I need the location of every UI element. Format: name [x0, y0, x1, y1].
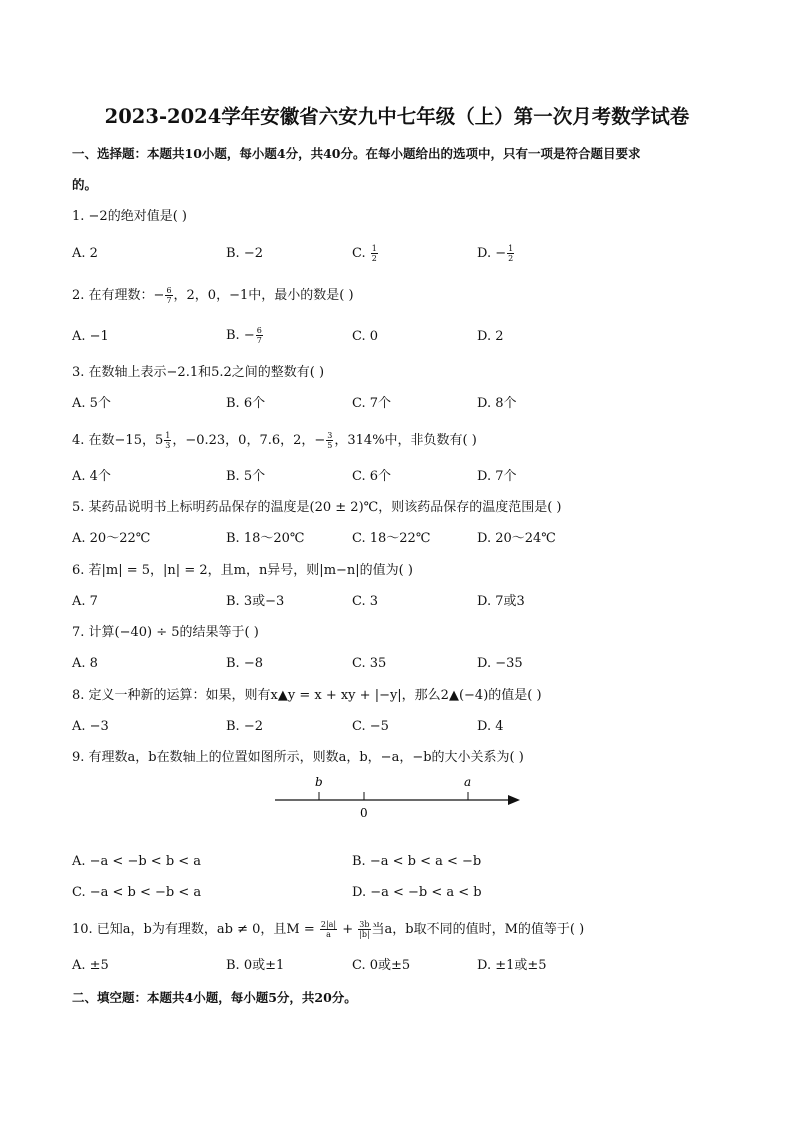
q9-stem: 9. 有理数a，b在数轴上的位置如图所示，则数a，b，−a，−b的大小关系为( ) — [72, 750, 524, 765]
q7-stem: 7. 计算(−40) ÷ 5的结果等于( ) — [72, 625, 259, 640]
q6-option-c: C. 3 — [352, 594, 379, 609]
q3-option-b: B. 6个 — [226, 396, 266, 411]
q10-stem: 10. 已知a，b为有理数，ab ≠ 0，且M = $\frac{2|a|}{a}$ + $\frac{3b}{|b|}$ 当a，b取不同的值时，M的值等于( ) — [72, 920, 585, 939]
q2-option-d: D. 2 — [477, 329, 504, 344]
q1-option-b: B. −2 — [226, 246, 263, 261]
q6-option-b: B. 3或−3 — [226, 594, 285, 609]
q4-option-d: D. 7个 — [477, 469, 517, 484]
q7-option-d: D. −35 — [477, 656, 523, 671]
q10-option-b: B. 0或±1 — [226, 958, 285, 973]
q3-stem: 3. 在数轴上表示−2.1和5.2之间的整数有( ) — [72, 365, 325, 380]
q1-option-c: C. $\frac{1}{2}$ — [352, 244, 377, 263]
q5-option-a: A. 20～22℃ — [72, 531, 151, 546]
label-b: b — [315, 775, 323, 789]
label-zero: 0 — [360, 806, 368, 820]
q10-option-a: A. ±5 — [72, 958, 109, 973]
q8-option-b: B. −2 — [226, 719, 263, 734]
q1-option-d: D. − $\frac{1}{2}$ — [477, 244, 514, 263]
number-line-figure — [270, 770, 530, 825]
q9-option-b: B. −a < b < a < −b — [352, 854, 482, 869]
q3-option-d: D. 8个 — [477, 396, 517, 411]
section1-heading-line2: 的。 — [72, 177, 98, 192]
q6-option-a: A. 7 — [72, 594, 98, 609]
q8-option-c: C. −5 — [352, 719, 389, 734]
q5-option-b: B. 18～20℃ — [226, 531, 305, 546]
q6-stem: 6. 若|m| = 5，|n| = 2，且m，n异号，则|m−n|的值为( ) — [72, 563, 413, 578]
q10-option-d: D. ±1或±5 — [477, 958, 547, 973]
q9-option-c: C. −a < b < −b < a — [72, 885, 202, 900]
q7-option-a: A. 8 — [72, 656, 98, 671]
q2-option-b: B. − $\frac{6}{7}$ — [226, 326, 262, 345]
q8-stem: 8. 定义一种新的运算：如果，则有x▲y = x + xy + |−y|，那么2▲(−4)的值是( ) — [72, 688, 542, 703]
q1-option-a: A. 2 — [72, 246, 98, 261]
page-title: 2023-2024学年安徽省六安九中七年级（上）第一次月考数学试卷 — [104, 105, 690, 128]
q3-option-c: C. 7个 — [352, 396, 392, 411]
number-line-arrow — [508, 795, 520, 805]
q6-option-d: D. 7或3 — [477, 594, 525, 609]
q7-option-c: C. 35 — [352, 656, 387, 671]
q3-option-a: A. 5个 — [72, 396, 111, 411]
section1-heading-line1: 一、选择题：本题共10小题，每小题4分，共40分。在每小题给出的选项中，只有一项是符合题目要求 — [72, 146, 641, 161]
q1-stem: 1. −2的绝对值是( ) — [72, 209, 187, 224]
q10-option-c: C. 0或±5 — [352, 958, 411, 973]
q4-option-c: C. 6个 — [352, 469, 392, 484]
q9-option-a: A. −a < −b < b < a — [72, 854, 202, 869]
q7-option-b: B. −8 — [226, 656, 263, 671]
q8-option-a: A. −3 — [72, 719, 109, 734]
q2-stem: 2. 在有理数：− $\frac{6}{7}$ ，2，0，−1中，最小的数是( ) — [72, 286, 354, 305]
section2-heading: 二、填空题：本题共4小题，每小题5分，共20分。 — [72, 990, 357, 1005]
q9-option-d: D. −a < −b < a < b — [352, 885, 482, 900]
q5-stem: 5. 某药品说明书上标明药品保存的温度是(20 ± 2)℃，则该药品保存的温度范围是( ) — [72, 500, 562, 515]
label-a: a — [464, 775, 472, 789]
q4-stem: 4. 在数−15，5 $\frac{1}{3}$ ，−0.23，0，7.6，2，− $\frac{3}{5}$ ，314%中，非负数有( ) — [72, 431, 477, 450]
q8-option-d: D. 4 — [477, 719, 504, 734]
q4-option-b: B. 5个 — [226, 469, 266, 484]
q2-option-c: C. 0 — [352, 329, 379, 344]
q4-option-a: A. 4个 — [72, 469, 111, 484]
q2-option-a: A. −1 — [72, 329, 109, 344]
q5-option-c: C. 18～22℃ — [352, 531, 431, 546]
q5-option-d: D. 20～24℃ — [477, 531, 556, 546]
